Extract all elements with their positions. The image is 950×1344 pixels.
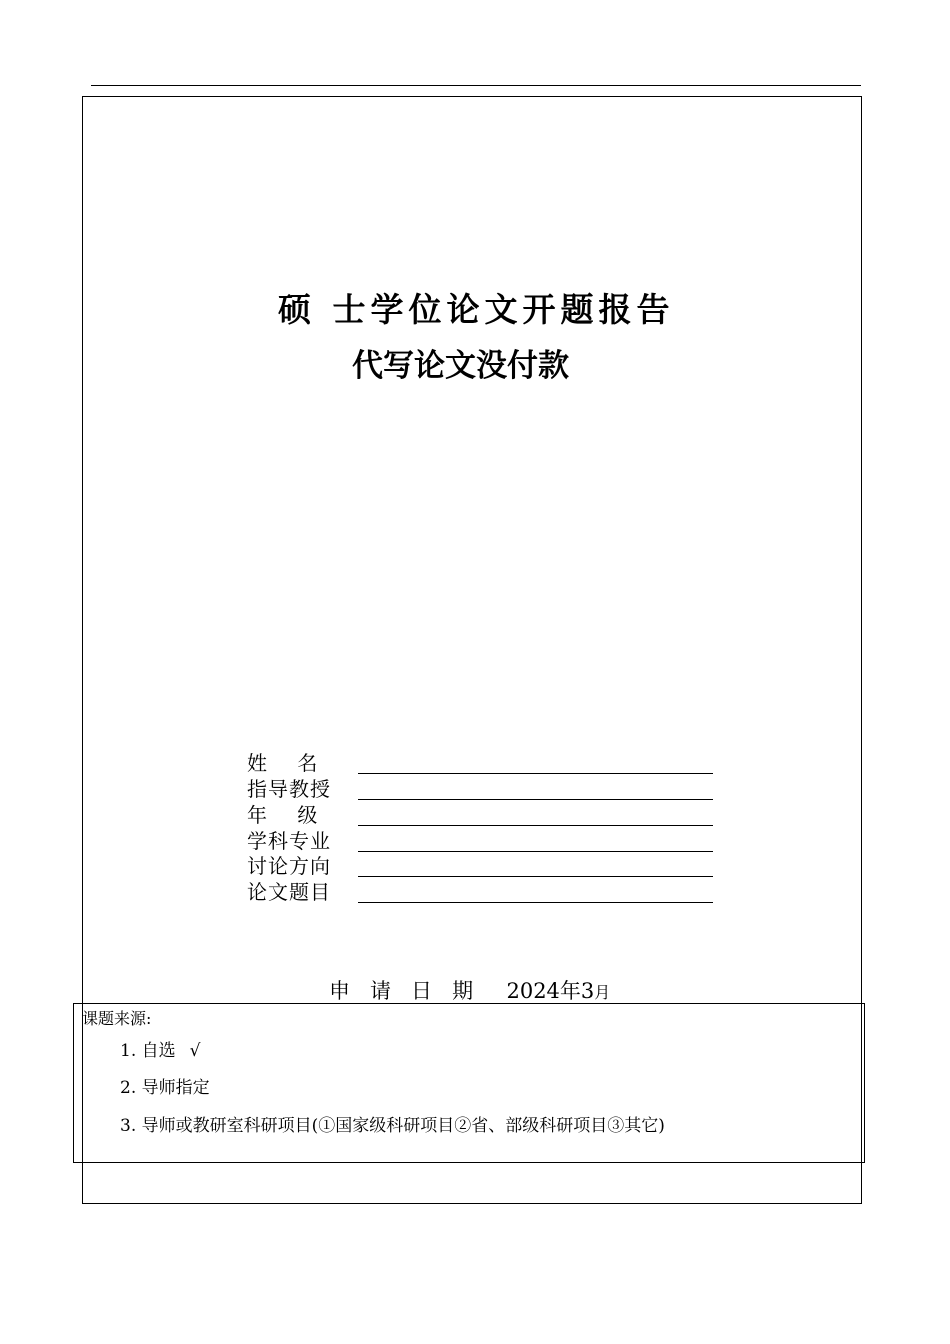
- header-rule: [91, 85, 861, 86]
- option-label: 2. 导师指定: [120, 1078, 210, 1098]
- date-year-unit: 年: [559, 979, 581, 1003]
- topic-source-option-research-project[interactable]: [120, 1115, 665, 1137]
- field-research-direction: [247, 852, 717, 878]
- topic-source-box: [73, 1003, 865, 1163]
- advisor-input-line[interactable]: [358, 799, 713, 800]
- field-label-advisor: 指导教授: [247, 777, 331, 801]
- field-label-major: 学科专业: [247, 829, 331, 853]
- topic-source-option-self-selected[interactable]: [120, 1040, 200, 1062]
- check-mark-icon: √: [189, 1041, 201, 1061]
- page-subtitle: 代写论文没付款: [352, 348, 569, 384]
- page-title: 硕 士学位论文开题报告: [278, 290, 675, 329]
- field-thesis-title: [247, 878, 717, 904]
- field-label-grade: 年 级: [247, 803, 319, 827]
- option-label: 3. 导师或教研室科研项目(①国家级科研项目②省、部级科研项目③其它): [120, 1116, 665, 1136]
- date-label: 申 请 日 期: [329, 979, 474, 1003]
- field-label-research-direction: 讨论方向: [247, 854, 331, 878]
- field-advisor: [247, 775, 717, 801]
- date-month: 3: [580, 979, 595, 1003]
- field-major: [247, 827, 717, 853]
- research-direction-input-line[interactable]: [358, 876, 713, 877]
- name-input-line[interactable]: [358, 773, 713, 774]
- option-label: 1. 自选: [120, 1041, 176, 1061]
- topic-source-option-advisor-assigned[interactable]: [120, 1077, 210, 1099]
- date-year: 2024: [506, 979, 560, 1003]
- field-label-thesis-title: 论文题目: [247, 880, 331, 904]
- topic-source-label: 课题来源:: [82, 1009, 152, 1028]
- field-label-name: 姓 名: [247, 751, 319, 775]
- field-name: [247, 749, 717, 775]
- grade-input-line[interactable]: [358, 825, 713, 826]
- thesis-title-input-line[interactable]: [358, 902, 713, 903]
- field-grade: [247, 801, 717, 827]
- date-month-unit: 月: [594, 983, 611, 1002]
